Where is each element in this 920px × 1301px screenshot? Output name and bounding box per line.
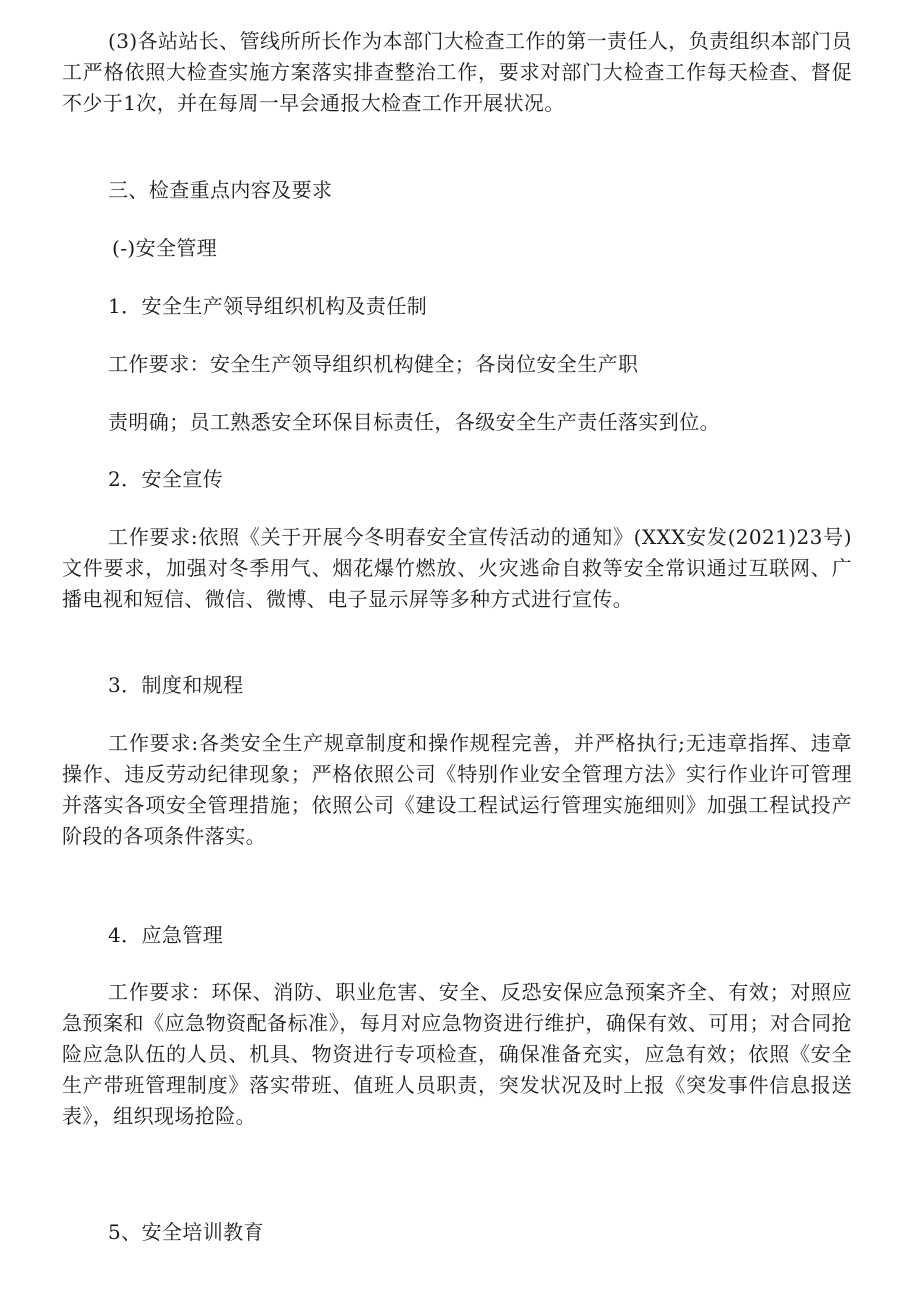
subsection-heading-safety-management: (-)安全管理 [112, 236, 218, 260]
section-heading-inspection-content: 三、检查重点内容及要求 [108, 178, 333, 202]
paragraph-organization-requirement-line1: 工作要求：安全生产领导组织机构健全；各岗位安全生产职 [108, 352, 639, 376]
paragraph-organization-requirement-line2: 责明确；员工熟悉安全环保目标责任，各级安全生产责任落实到位。 [108, 410, 720, 434]
item-heading-rules-procedures: 3．制度和规程 [108, 673, 244, 697]
paragraph-publicity-requirement: 工作要求:依照《关于开展今冬明春安全宣传活动的通知》(XXX安发(2021)23号)文件要求，加强对冬季用气、烟花爆竹燃放、火灾逃命自救等安全常识通过互联网、广播电视和短信、微信、微博、电子显示屏等多种方式进行宣传。 [62, 525, 852, 611]
paragraph-emergency-requirement: 工作要求：环保、消防、职业危害、安全、反恐安保应急预案齐全、有效；对照应急预案和《应急物资配备标准》，每月对应急物资进行维护，确保有效、可用；对合同抢险应急队伍的人员、机具、物资进行专项检查，确保准备充实，应急有效；依照《安全生产带班管理制度》落实带班、值班人员职责，突发状况及时上报《突发事件信息报送表》，组织现场抢险。 [62, 980, 852, 1128]
item-heading-emergency-management: 4．应急管理 [108, 923, 224, 947]
item-heading-organization: 1．安全生产领导组织机构及责任制 [108, 294, 428, 318]
paragraph-department-responsibility: (3)各站站长、管线所所长作为本部门大检查工作的第一责任人，负责组织本部门员工严格依照大检查实施方案落实排查整治工作，要求对部门大检查工作每天检查、督促不少于1次，并在每周一早会通报大检查工作开展状况。 [62, 29, 852, 115]
item-heading-safety-training: 5、安全培训教育 [108, 1220, 264, 1244]
item-heading-publicity: 2．安全宣传 [108, 467, 224, 491]
paragraph-rules-requirement: 工作要求:各类安全生产规章制度和操作规程完善，并严格执行;无违章指挥、违章操作、违反劳动纪律现象；严格依照公司《特别作业安全管理方法》实行作业许可管理并落实各项安全管理措施；依照公司《建设工程试运行管理实施细则》加强工程试投产阶段的各项条件落实。 [62, 731, 852, 848]
